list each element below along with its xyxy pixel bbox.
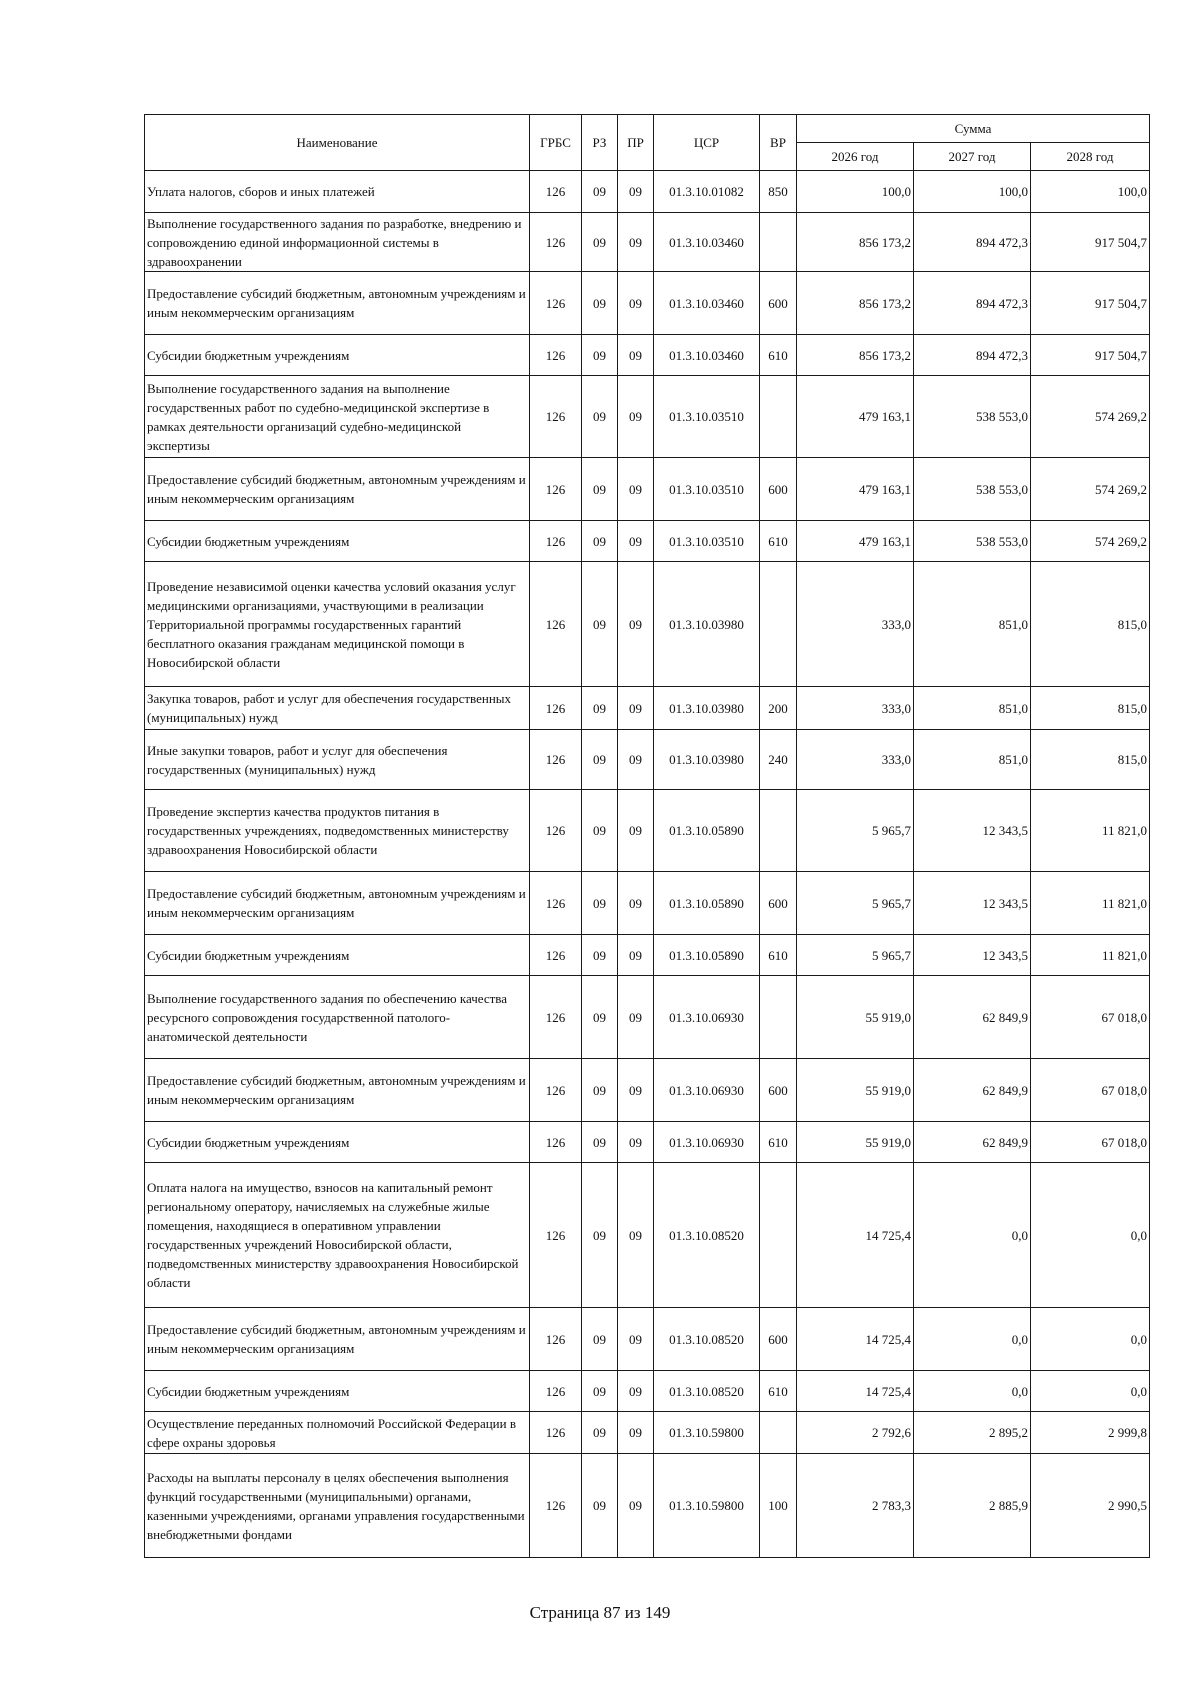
- row-pr: 09: [618, 687, 654, 730]
- header-vr: ВР: [760, 115, 797, 171]
- row-name: Предоставление субсидий бюджетным, автономным учреждениям и иным некоммерческим организациям: [145, 1308, 530, 1371]
- table-row: [145, 562, 1150, 687]
- row-csr: 01.3.10.03980: [654, 687, 760, 730]
- row-amount-2026: 333,0: [797, 687, 914, 730]
- row-amount-2026: 5 965,7: [797, 872, 914, 935]
- row-grbs: 126: [530, 1412, 582, 1454]
- header-year-2027: 2027 год: [914, 143, 1031, 171]
- table-row: [145, 935, 1150, 976]
- row-amount-2028: 815,0: [1031, 730, 1150, 790]
- row-grbs: 126: [530, 1308, 582, 1371]
- row-rz: 09: [582, 687, 618, 730]
- row-name: Оплата налога на имущество, взносов на капитальный ремонт региональному оператору, начисляемых на служебные жилые помещения, находящиеся в оперативном управлении государственных учреждений Новосибирской области, подведомственных министерству здравоохранения Новосибирской области: [145, 1163, 530, 1308]
- row-vr: 600: [760, 1308, 797, 1371]
- header-rz: РЗ: [582, 115, 618, 171]
- row-amount-2027: 2 895,2: [914, 1412, 1031, 1454]
- row-amount-2028: 0,0: [1031, 1371, 1150, 1412]
- row-pr: 09: [618, 935, 654, 976]
- row-grbs: 126: [530, 1059, 582, 1122]
- row-vr: 610: [760, 935, 797, 976]
- row-amount-2026: 479 163,1: [797, 521, 914, 562]
- row-rz: 09: [582, 562, 618, 687]
- row-amount-2028: 2 990,5: [1031, 1454, 1150, 1558]
- row-csr: 01.3.10.01082: [654, 171, 760, 213]
- row-pr: 09: [618, 272, 654, 335]
- row-name: Уплата налогов, сборов и иных платежей: [145, 171, 530, 213]
- row-amount-2028: 815,0: [1031, 687, 1150, 730]
- row-grbs: 126: [530, 1163, 582, 1308]
- row-amount-2028: 574 269,2: [1031, 376, 1150, 458]
- row-amount-2028: 917 504,7: [1031, 213, 1150, 272]
- row-amount-2028: 11 821,0: [1031, 935, 1150, 976]
- row-name: Выполнение государственного задания по обеспечению качества ресурсного сопровождения государственной патолого-анатомической деятельности: [145, 976, 530, 1059]
- row-amount-2028: 11 821,0: [1031, 872, 1150, 935]
- row-name: Субсидии бюджетным учреждениям: [145, 521, 530, 562]
- row-name: Субсидии бюджетным учреждениям: [145, 1371, 530, 1412]
- row-amount-2026: 333,0: [797, 730, 914, 790]
- table-row: [145, 872, 1150, 935]
- row-name: Проведение экспертиз качества продуктов питания в государственных учреждениях, подведомственных министерству здравоохранения Новосибирской области: [145, 790, 530, 872]
- row-amount-2027: 0,0: [914, 1163, 1031, 1308]
- row-amount-2027: 851,0: [914, 687, 1031, 730]
- row-amount-2026: 2 792,6: [797, 1412, 914, 1454]
- row-csr: 01.3.10.05890: [654, 790, 760, 872]
- row-pr: 09: [618, 1308, 654, 1371]
- table-row: [145, 521, 1150, 562]
- row-vr: 600: [760, 272, 797, 335]
- row-pr: 09: [618, 562, 654, 687]
- row-grbs: 126: [530, 335, 582, 376]
- row-name: Предоставление субсидий бюджетным, автономным учреждениям и иным некоммерческим организациям: [145, 458, 530, 521]
- row-csr: 01.3.10.08520: [654, 1371, 760, 1412]
- row-pr: 09: [618, 976, 654, 1059]
- row-vr: [760, 213, 797, 272]
- row-vr: 200: [760, 687, 797, 730]
- table-row: [145, 1308, 1150, 1371]
- row-rz: 09: [582, 335, 618, 376]
- row-amount-2026: 55 919,0: [797, 1059, 914, 1122]
- row-amount-2028: 11 821,0: [1031, 790, 1150, 872]
- row-rz: 09: [582, 872, 618, 935]
- row-rz: 09: [582, 730, 618, 790]
- row-amount-2027: 12 343,5: [914, 790, 1031, 872]
- row-csr: 01.3.10.59800: [654, 1412, 760, 1454]
- row-amount-2027: 12 343,5: [914, 935, 1031, 976]
- row-amount-2027: 538 553,0: [914, 458, 1031, 521]
- row-amount-2026: 856 173,2: [797, 272, 914, 335]
- row-amount-2028: 917 504,7: [1031, 335, 1150, 376]
- table-row: [145, 976, 1150, 1059]
- row-vr: [760, 562, 797, 687]
- row-name: Закупка товаров, работ и услуг для обеспечения государственных (муниципальных) нужд: [145, 687, 530, 730]
- row-amount-2027: 0,0: [914, 1308, 1031, 1371]
- row-name: Расходы на выплаты персоналу в целях обеспечения выполнения функций государственными (муниципальными) органами, казенными учреждениями, органами управления государственными внебюджетными фондами: [145, 1454, 530, 1558]
- table-row: [145, 376, 1150, 458]
- row-pr: 09: [618, 1163, 654, 1308]
- row-vr: 610: [760, 1122, 797, 1163]
- row-pr: 09: [618, 376, 654, 458]
- row-csr: 01.3.10.08520: [654, 1308, 760, 1371]
- header-name: Наименование: [145, 115, 530, 171]
- row-name: Выполнение государственного задания на выполнение государственных работ по судебно-медицинской экспертизе в рамках деятельности организаций судебно-медицинской экспертизы: [145, 376, 530, 458]
- row-csr: 01.3.10.03510: [654, 376, 760, 458]
- row-amount-2026: 856 173,2: [797, 335, 914, 376]
- table-row: [145, 687, 1150, 730]
- row-rz: 09: [582, 1059, 618, 1122]
- row-vr: [760, 976, 797, 1059]
- row-amount-2026: 479 163,1: [797, 376, 914, 458]
- row-name: Выполнение государственного задания по разработке, внедрению и сопровождению единой информационной системы в здравоохранении: [145, 213, 530, 272]
- row-grbs: 126: [530, 213, 582, 272]
- row-amount-2027: 62 849,9: [914, 976, 1031, 1059]
- row-name: Предоставление субсидий бюджетным, автономным учреждениям и иным некоммерческим организациям: [145, 872, 530, 935]
- row-pr: 09: [618, 521, 654, 562]
- row-rz: 09: [582, 1308, 618, 1371]
- row-rz: 09: [582, 1412, 618, 1454]
- header-grbs: ГРБС: [530, 115, 582, 171]
- row-name: Иные закупки товаров, работ и услуг для обеспечения государственных (муниципальных) нужд: [145, 730, 530, 790]
- row-amount-2026: 856 173,2: [797, 213, 914, 272]
- table-row: [145, 171, 1150, 213]
- row-grbs: 126: [530, 376, 582, 458]
- row-pr: 09: [618, 1454, 654, 1558]
- row-amount-2026: 5 965,7: [797, 790, 914, 872]
- row-amount-2026: 100,0: [797, 171, 914, 213]
- row-csr: 01.3.10.03510: [654, 521, 760, 562]
- row-amount-2027: 0,0: [914, 1371, 1031, 1412]
- row-rz: 09: [582, 213, 618, 272]
- row-vr: 610: [760, 521, 797, 562]
- row-amount-2027: 894 472,3: [914, 272, 1031, 335]
- row-csr: 01.3.10.06930: [654, 976, 760, 1059]
- row-pr: 09: [618, 1412, 654, 1454]
- row-vr: 610: [760, 1371, 797, 1412]
- row-pr: 09: [618, 1122, 654, 1163]
- row-name: Субсидии бюджетным учреждениям: [145, 935, 530, 976]
- table-row: [145, 213, 1150, 272]
- row-vr: 600: [760, 872, 797, 935]
- row-grbs: 126: [530, 976, 582, 1059]
- row-pr: 09: [618, 335, 654, 376]
- row-csr: 01.3.10.03980: [654, 562, 760, 687]
- row-name: Субсидии бюджетным учреждениям: [145, 335, 530, 376]
- row-amount-2027: 538 553,0: [914, 376, 1031, 458]
- row-rz: 09: [582, 521, 618, 562]
- row-csr: 01.3.10.06930: [654, 1122, 760, 1163]
- header-year-2028: 2028 год: [1031, 143, 1150, 171]
- row-pr: 09: [618, 458, 654, 521]
- table-row: [145, 1454, 1150, 1558]
- row-csr: 01.3.10.08520: [654, 1163, 760, 1308]
- row-name: Проведение независимой оценки качества условий оказания услуг медицинскими организациями, участвующими в реализации Территориальной программы государственных гарантий бесплатного оказания гражданам медицинской помощи в Новосибирской области: [145, 562, 530, 687]
- row-rz: 09: [582, 1122, 618, 1163]
- row-grbs: 126: [530, 1454, 582, 1558]
- row-grbs: 126: [530, 1122, 582, 1163]
- row-amount-2027: 894 472,3: [914, 213, 1031, 272]
- row-csr: 01.3.10.03460: [654, 272, 760, 335]
- row-vr: [760, 1163, 797, 1308]
- row-name: Осуществление переданных полномочий Российской Федерации в сфере охраны здоровья: [145, 1412, 530, 1454]
- row-amount-2028: 0,0: [1031, 1308, 1150, 1371]
- row-pr: 09: [618, 1059, 654, 1122]
- row-csr: 01.3.10.03460: [654, 213, 760, 272]
- table-row: [145, 730, 1150, 790]
- row-amount-2026: 55 919,0: [797, 1122, 914, 1163]
- row-rz: 09: [582, 1371, 618, 1412]
- row-amount-2026: 479 163,1: [797, 458, 914, 521]
- row-amount-2026: 333,0: [797, 562, 914, 687]
- table-row: [145, 335, 1150, 376]
- row-pr: 09: [618, 872, 654, 935]
- row-vr: [760, 1412, 797, 1454]
- row-amount-2028: 67 018,0: [1031, 976, 1150, 1059]
- header-year-2026: 2026 год: [797, 143, 914, 171]
- row-amount-2027: 2 885,9: [914, 1454, 1031, 1558]
- row-grbs: 126: [530, 935, 582, 976]
- row-amount-2026: 14 725,4: [797, 1308, 914, 1371]
- row-grbs: 126: [530, 521, 582, 562]
- row-csr: 01.3.10.59800: [654, 1454, 760, 1558]
- table-row: [145, 272, 1150, 335]
- row-rz: 09: [582, 171, 618, 213]
- row-amount-2028: 100,0: [1031, 171, 1150, 213]
- row-amount-2028: 917 504,7: [1031, 272, 1150, 335]
- row-rz: 09: [582, 935, 618, 976]
- row-amount-2027: 62 849,9: [914, 1059, 1031, 1122]
- row-grbs: 126: [530, 730, 582, 790]
- budget-table-body: [145, 171, 1150, 1558]
- row-csr: 01.3.10.03510: [654, 458, 760, 521]
- header-sum: Сумма: [797, 115, 1150, 143]
- row-vr: 600: [760, 1059, 797, 1122]
- row-rz: 09: [582, 376, 618, 458]
- row-csr: 01.3.10.03980: [654, 730, 760, 790]
- table-row: [145, 458, 1150, 521]
- row-amount-2028: 2 999,8: [1031, 1412, 1150, 1454]
- row-grbs: 126: [530, 790, 582, 872]
- row-amount-2026: 14 725,4: [797, 1371, 914, 1412]
- row-amount-2027: 851,0: [914, 730, 1031, 790]
- row-csr: 01.3.10.06930: [654, 1059, 760, 1122]
- row-amount-2027: 12 343,5: [914, 872, 1031, 935]
- row-amount-2027: 894 472,3: [914, 335, 1031, 376]
- row-pr: 09: [618, 213, 654, 272]
- row-vr: 100: [760, 1454, 797, 1558]
- row-csr: 01.3.10.03460: [654, 335, 760, 376]
- table-row: [145, 1122, 1150, 1163]
- row-grbs: 126: [530, 687, 582, 730]
- table-row: [145, 1163, 1150, 1308]
- row-amount-2027: 851,0: [914, 562, 1031, 687]
- row-vr: [760, 790, 797, 872]
- row-rz: 09: [582, 790, 618, 872]
- row-pr: 09: [618, 790, 654, 872]
- row-amount-2027: 100,0: [914, 171, 1031, 213]
- row-amount-2026: 14 725,4: [797, 1163, 914, 1308]
- row-name: Субсидии бюджетным учреждениям: [145, 1122, 530, 1163]
- row-pr: 09: [618, 171, 654, 213]
- row-amount-2026: 5 965,7: [797, 935, 914, 976]
- row-amount-2027: 62 849,9: [914, 1122, 1031, 1163]
- row-grbs: 126: [530, 872, 582, 935]
- row-amount-2028: 67 018,0: [1031, 1059, 1150, 1122]
- row-csr: 01.3.10.05890: [654, 872, 760, 935]
- row-vr: 610: [760, 335, 797, 376]
- row-grbs: 126: [530, 1371, 582, 1412]
- row-vr: 850: [760, 171, 797, 213]
- header-pr: ПР: [618, 115, 654, 171]
- row-vr: 240: [760, 730, 797, 790]
- row-vr: 600: [760, 458, 797, 521]
- row-amount-2028: 574 269,2: [1031, 521, 1150, 562]
- table-row: [145, 1059, 1150, 1122]
- table-row: [145, 1412, 1150, 1454]
- budget-table: [144, 114, 1150, 1558]
- row-amount-2028: 0,0: [1031, 1163, 1150, 1308]
- row-rz: 09: [582, 458, 618, 521]
- row-amount-2026: 2 783,3: [797, 1454, 914, 1558]
- page-number: Страница 87 из 149: [529, 1603, 671, 1622]
- row-amount-2028: 815,0: [1031, 562, 1150, 687]
- row-rz: 09: [582, 1163, 618, 1308]
- row-rz: 09: [582, 976, 618, 1059]
- row-name: Предоставление субсидий бюджетным, автономным учреждениям и иным некоммерческим организациям: [145, 1059, 530, 1122]
- row-grbs: 126: [530, 562, 582, 687]
- row-grbs: 126: [530, 171, 582, 213]
- header-csr: ЦСР: [654, 115, 760, 171]
- row-rz: 09: [582, 272, 618, 335]
- row-amount-2028: 67 018,0: [1031, 1122, 1150, 1163]
- row-amount-2026: 55 919,0: [797, 976, 914, 1059]
- table-row: [145, 1371, 1150, 1412]
- row-amount-2027: 538 553,0: [914, 521, 1031, 562]
- row-amount-2028: 574 269,2: [1031, 458, 1150, 521]
- row-grbs: 126: [530, 272, 582, 335]
- table-row: [145, 790, 1150, 872]
- row-name: Предоставление субсидий бюджетным, автономным учреждениям и иным некоммерческим организациям: [145, 272, 530, 335]
- row-rz: 09: [582, 1454, 618, 1558]
- row-grbs: 126: [530, 458, 582, 521]
- row-pr: 09: [618, 1371, 654, 1412]
- row-vr: [760, 376, 797, 458]
- row-pr: 09: [618, 730, 654, 790]
- row-csr: 01.3.10.05890: [654, 935, 760, 976]
